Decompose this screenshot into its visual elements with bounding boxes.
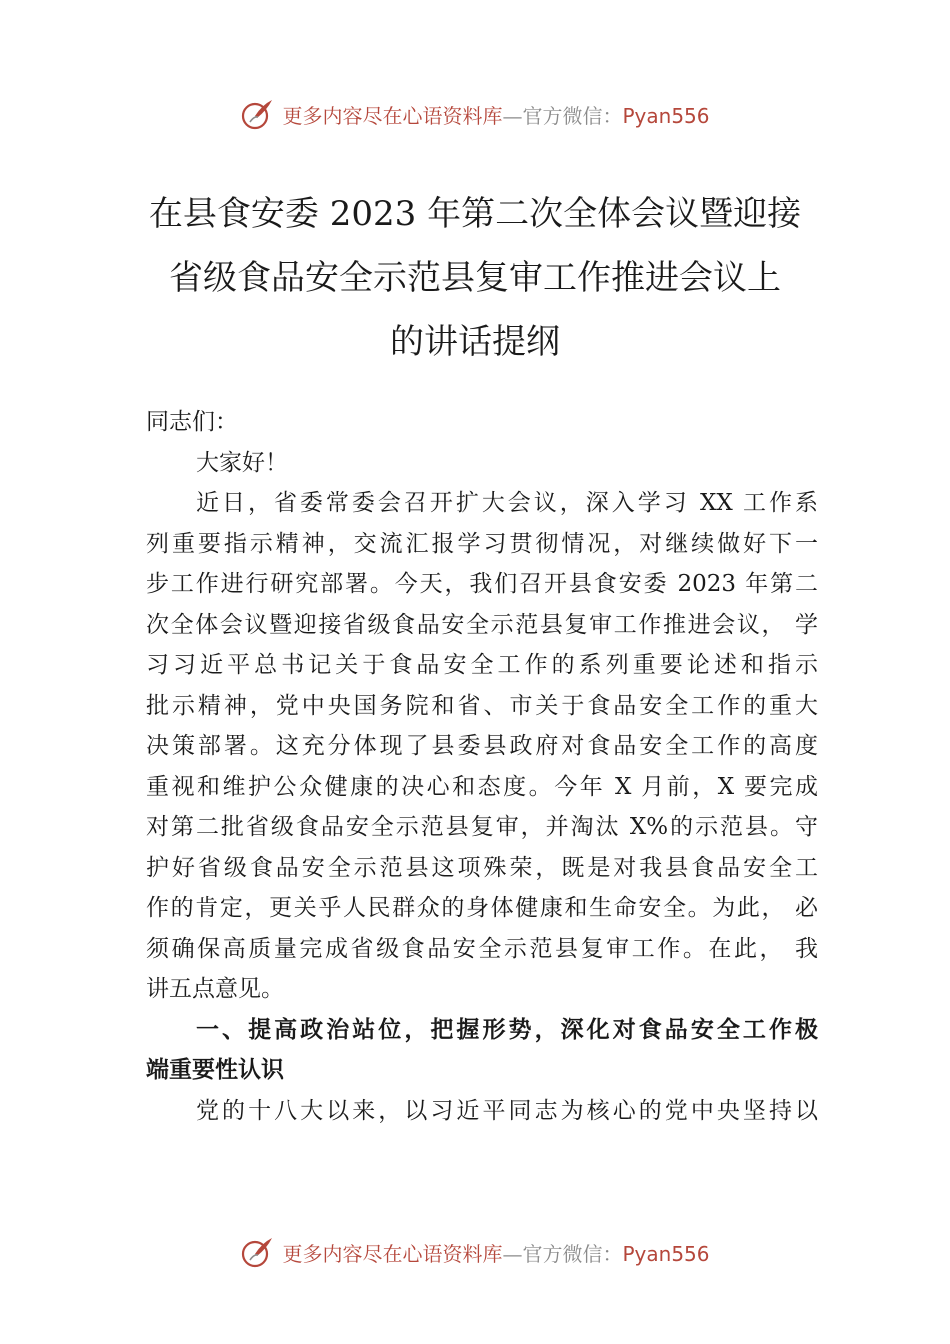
paragraph-line: 重视和维护公众健康的决心和态度。今年 X 月前，X 要完成 — [146, 773, 818, 800]
paragraph-line: 次全体会议暨迎接省级食品安全示范县复审工作推进会议， 学 — [146, 611, 818, 638]
watermark-header — [0, 94, 950, 134]
watermark-brand: 更多内容尽在心语资料库 — [282, 1241, 503, 1266]
watermark-wechat-id: Pyan556 — [622, 103, 710, 128]
section-heading: 端重要性认识 — [146, 1057, 284, 1083]
paragraph-line: 习习近平总书记关于食品安全工作的系列重要论述和指示 — [146, 652, 818, 678]
document-body — [146, 402, 818, 1131]
paragraph-line: 护好省级食品安全示范县这项殊荣，既是对我县食品安全工 — [146, 854, 818, 881]
paragraph-line: 近日，省委常委会召开扩大会议，深入学习 XX 工作系 — [196, 490, 818, 516]
salutation: 同志们： — [146, 409, 238, 435]
quill-logo-icon — [240, 1234, 276, 1270]
paragraph-line: 列重要指示精神，交流汇报学习贯彻情况，对继续做好下一 — [146, 530, 818, 557]
title-line: 省级食品安全示范县复审工作推进会议上 — [169, 258, 781, 298]
paragraph-line: 批示精神，党中央国务院和省、市关于食品安全工作的重大 — [146, 692, 818, 719]
paragraph-line: 对第二批省级食品安全示范县复审，并淘汰 X%的示范县。守 — [146, 814, 818, 840]
watermark-label: —官方微信： — [502, 1241, 623, 1266]
paragraph-line: 决策部署。这充分体现了县委县政府对食品安全工作的高度 — [146, 733, 818, 759]
watermark-footer — [0, 1232, 950, 1272]
greeting: 大家好！ — [196, 449, 288, 476]
paragraph-line: 党的十八大以来，以习近平同志为核心的党中央坚持以 — [196, 1097, 818, 1124]
watermark-wechat-id: Pyan556 — [622, 1241, 710, 1266]
watermark-label: —官方微信： — [502, 103, 623, 128]
title-line: 在县食安委 2023 年第二次全体会议暨迎接 — [148, 194, 802, 234]
paragraph-line: 步工作进行研究部署。今天，我们召开县食安委 2023 年第二 — [146, 571, 818, 597]
title-line: 的讲话提纲 — [390, 322, 560, 362]
paragraph-line: 须确保高质量完成省级食品安全示范县复审工作。在此， 我 — [146, 935, 818, 962]
watermark-brand: 更多内容尽在心语资料库 — [282, 103, 503, 128]
paragraph-line: 讲五点意见。 — [146, 976, 284, 1002]
document-title — [120, 182, 830, 374]
section-heading: 一、提高政治站位，把握形势，深化对食品安全工作极 — [196, 1016, 818, 1043]
quill-logo-icon — [240, 96, 276, 132]
paragraph-line: 作的肯定，更关乎人民群众的身体健康和生命安全。为此， 必 — [146, 895, 818, 921]
